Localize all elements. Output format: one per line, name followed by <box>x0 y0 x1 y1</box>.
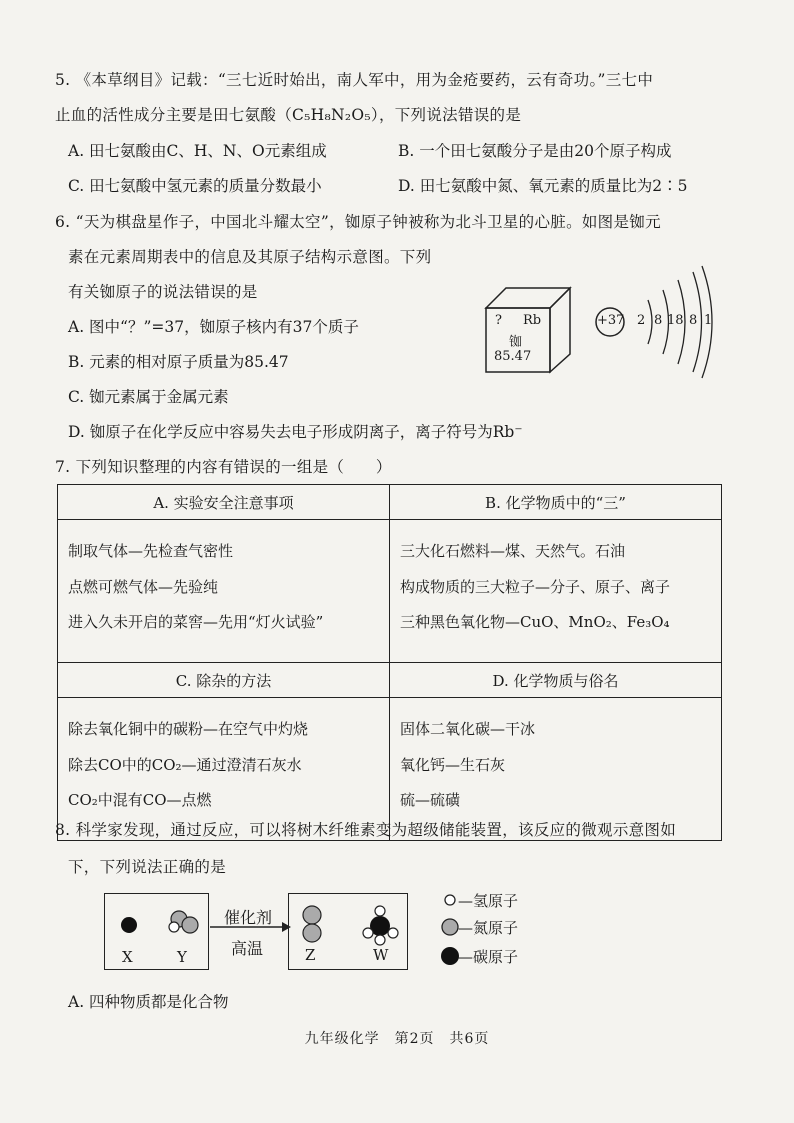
q7-cell-a <box>58 520 390 663</box>
legend-hydrogen-label: —氢原子 <box>458 892 519 910</box>
element-symbol: Rb <box>523 313 542 328</box>
q7-d-item-2: 氧化钙—生石灰 <box>400 755 506 774</box>
q7-b-item-1: 三大化石燃料—煤、天然气。石油 <box>400 542 626 560</box>
atom-shell-5: 1 <box>704 313 713 328</box>
q5-option-a: A. 田七氨酸由C、H、N、O元素组成 <box>68 142 327 160</box>
q5-stem-line2: 止血的活性成分主要是田七氨酸（C₅H₈N₂O₅），下列说法错误的是 <box>55 106 522 124</box>
q6-stem-line3: 有关铷原子的说法错误的是 <box>68 283 258 301</box>
q7-c-item-3: CO₂中混有CO—点燃 <box>68 791 212 809</box>
arrow-condition-heat: 高温 <box>231 939 264 958</box>
legend-carbon-icon <box>441 947 459 965</box>
q7-b-item-2: 构成物质的三大粒子—分子、原子、离子 <box>400 577 671 596</box>
q7-header-a: A. 实验安全注意事项 <box>58 485 390 520</box>
q7-b-item-3: 三种黑色氧化物—CuO、MnO₂、Fe₃O₄ <box>400 613 670 631</box>
q8-stem-line2: 下，下列说法正确的是 <box>68 858 227 876</box>
q7-cell-b <box>390 520 722 663</box>
element-mass: 85.47 <box>494 349 532 364</box>
q6-option-d: D. 铷原子在化学反应中容易失去电子形成阴离子，离子符号为Rb⁻ <box>68 423 523 441</box>
w-hydrogen-atom <box>375 906 385 916</box>
q7-a-item-3: 进入久未开启的菜窖—先用“灯火试验” <box>68 613 324 631</box>
q7-a-item-2: 点燃可燃气体—先验纯 <box>68 577 219 596</box>
arrow-condition-catalyst: 催化剂 <box>224 908 273 927</box>
reaction-arrowhead <box>282 922 291 932</box>
q5-option-d: D. 田七氨酸中氮、氧元素的质量比为2∶5 <box>398 177 688 195</box>
q6-stem-line1: 6. “天为棋盘星作子，中国北斗耀太空”，铷原子钟被称为北斗卫星的心脏。如图是铷元 <box>55 213 661 231</box>
q7-header-b: B. 化学物质中的“三” <box>390 485 722 520</box>
atom-shell-3: 18 <box>667 313 684 328</box>
legend-carbon-label: —碳原子 <box>458 948 519 966</box>
q6-option-b: B. 元素的相对原子质量为85.47 <box>68 353 289 371</box>
q7-knowledge-table <box>57 484 722 841</box>
q7-a-item-1: 制取气体—先检查气密性 <box>68 542 234 560</box>
q6-stem-line2: 素在元素周期表中的信息及其原子结构示意图。下列 <box>68 248 432 266</box>
q7-d-item-1: 固体二氧化碳—干冰 <box>400 720 536 738</box>
label-z: Z <box>305 946 316 964</box>
y-nitrogen-atom <box>182 917 198 933</box>
w-hydrogen-atom <box>375 935 385 945</box>
z-nitrogen-atom <box>303 924 321 942</box>
legend-hydrogen-icon <box>445 895 455 905</box>
legend-nitrogen-icon <box>442 919 458 935</box>
q5-option-b: B. 一个田七氨酸分子是由20个原子构成 <box>398 142 672 160</box>
x-carbon-atom <box>121 917 137 933</box>
q7-c-item-2: 除去CO中的CO₂—通过澄清石灰水 <box>68 755 302 774</box>
atom-shell-4: 8 <box>689 313 698 328</box>
label-y: Y <box>177 948 187 966</box>
q7-d-item-3: 硫—硫磺 <box>400 791 461 809</box>
w-hydrogen-atom <box>388 928 398 938</box>
y-hydrogen-atom <box>169 922 179 932</box>
label-w: W <box>373 946 389 964</box>
q6-option-a: A. 图中“？”=37，铷原子核内有37个质子 <box>68 318 359 336</box>
q8-stem-line1: 8. 科学家发现，通过反应，可以将树木纤维素变为超级储能装置，该反应的微观示意图如 <box>55 821 677 839</box>
q5-option-c: C. 田七氨酸中氢元素的质量分数最小 <box>68 177 322 195</box>
label-x: X <box>122 948 133 966</box>
w-hydrogen-atom <box>363 928 373 938</box>
q5-stem-line1: 5. 《本草纲目》记载：“三七近时始出，南人军中，用为金疮要药，云有奇功。”三七中 <box>55 71 654 89</box>
q7-c-item-1: 除去氧化铜中的碳粉—在空气中灼烧 <box>68 720 309 738</box>
q8-option-a: A. 四种物质都是化合物 <box>68 993 229 1011</box>
q7-header-c: C. 除杂的方法 <box>58 663 390 698</box>
q7-header-d: D. 化学物质与俗名 <box>390 663 722 698</box>
atom-shell-1: 2 <box>637 313 646 328</box>
legend-nitrogen-label: —氮原子 <box>458 919 519 937</box>
element-name: 铷 <box>509 335 523 350</box>
element-atomic-number: ? <box>495 313 502 328</box>
q6-option-c: C. 铷元素属于金属元素 <box>68 388 229 406</box>
atom-shell-2: 8 <box>654 313 663 328</box>
z-nitrogen-atom <box>303 906 321 924</box>
atom-nucleus-charge: +37 <box>597 313 625 328</box>
page-footer: 九年级化学 第2页 共6页 <box>304 1031 490 1047</box>
q7-stem: 7. 下列知识整理的内容有错误的一组是（ ） <box>55 458 392 476</box>
